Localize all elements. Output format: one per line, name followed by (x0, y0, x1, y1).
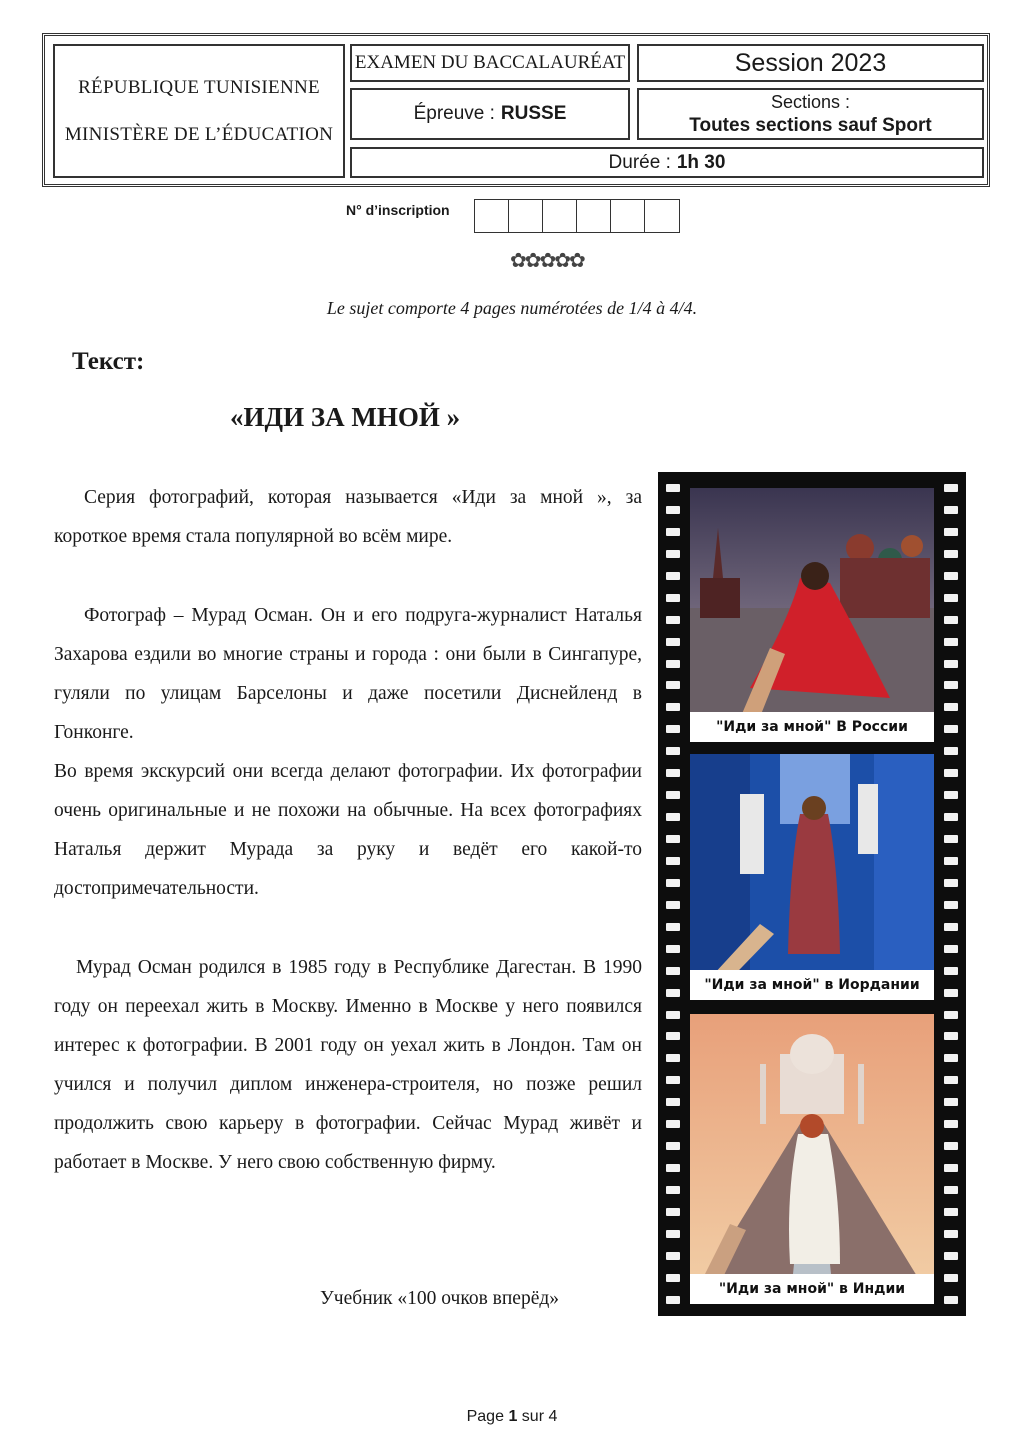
inscription-digit-box[interactable] (611, 200, 645, 232)
film-perforation-hole (666, 572, 680, 580)
film-perforation-hole (666, 506, 680, 514)
subject-pages-note: Le sujet comporte 4 pages numérotées de 1/4 à 4/4. (326, 298, 698, 318)
film-perforation-hole (666, 1054, 680, 1062)
film-perforation-hole (944, 1164, 958, 1172)
paragraph-2b-text: Во время экскурсий они всегда делают фотографии. Их фотографии очень оригинальные и не похожи на обычные. На всех фотографиях Наталья держит Мурада за руку и ведёт его какой-то достопримечательности. (54, 761, 642, 899)
page-number: 1 (508, 1408, 518, 1425)
paragraph-3 (54, 948, 642, 1182)
film-perforation-hole (944, 1142, 958, 1150)
page-prefix: Page (466, 1408, 504, 1425)
film-perforation-hole (666, 1011, 680, 1019)
epreuve-cell (350, 88, 630, 140)
photo-india (690, 1014, 934, 1304)
film-perforation-hole (944, 901, 958, 909)
film-perforation-hole (944, 1186, 958, 1194)
film-perforation-hole (944, 769, 958, 777)
duree-value: 1h 30 (676, 151, 726, 173)
sections-cell (637, 88, 984, 140)
exam-label: EXAMEN DU BACCALAURÉAT (350, 44, 630, 82)
exam-header-table (42, 33, 990, 187)
film-perforation-hole (666, 1230, 680, 1238)
film-perforation-hole (944, 1230, 958, 1238)
film-perforation-hole (944, 747, 958, 755)
film-perforation-hole (666, 1208, 680, 1216)
epreuve-value: RUSSE (500, 103, 567, 124)
inscription-digit-box[interactable] (475, 200, 509, 232)
film-perforation-hole (944, 703, 958, 711)
film-perforation-hole (666, 725, 680, 733)
photo-russia (690, 488, 934, 742)
film-perforation-hole (666, 550, 680, 558)
paragraph-2a-text: Фотограф – Мурад Осман. Он и его подруга-журналист Наталья Захарова ездили во многие страны и города : они были в Сингапуре, гуляли по улицам Барселоны и даже посетили Диснейленд в Гонконге. (54, 605, 642, 743)
film-perforation-hole (666, 879, 680, 887)
film-perforation-hole (666, 967, 680, 975)
film-strip-photos (658, 472, 966, 1316)
page-footer (0, 1408, 1024, 1426)
film-perforation-hole (666, 1296, 680, 1304)
film-perforation-hole (944, 791, 958, 799)
sections-label: Sections : (770, 92, 851, 112)
film-perforation-hole (666, 528, 680, 536)
film-perforation-hole (666, 703, 680, 711)
film-perforation-hole (944, 638, 958, 646)
film-perforation-hole (666, 484, 680, 492)
film-perforation-hole (944, 835, 958, 843)
film-perforation-hole (944, 945, 958, 953)
film-perforation-hole (666, 1186, 680, 1194)
film-perforation-hole (666, 1120, 680, 1128)
photo-jordan-image (690, 754, 934, 1000)
photo-india-image (690, 1014, 934, 1304)
film-perforation-hole (666, 857, 680, 865)
inscription-label: N° d’inscription (346, 202, 450, 218)
text-source: Учебник «100 очков вперёд» (320, 1288, 560, 1309)
paragraph-2 (54, 596, 642, 908)
film-perforation-hole (666, 923, 680, 931)
film-perforation-hole (666, 1252, 680, 1260)
film-perforation-hole (666, 616, 680, 624)
film-perforation-hole (944, 528, 958, 536)
inscription-digit-box[interactable] (509, 200, 543, 232)
photo-russia-image (690, 488, 934, 742)
film-perforation-hole (666, 747, 680, 755)
film-perforation-hole (944, 1098, 958, 1106)
text-heading: Текст: (72, 348, 145, 375)
film-perforation-hole (944, 1011, 958, 1019)
epreuve-label: Épreuve : (413, 103, 495, 124)
inscription-number-boxes[interactable] (474, 199, 680, 233)
film-perforation-hole (666, 1032, 680, 1040)
header-authority-cell (53, 44, 345, 178)
film-perforation-hole (944, 1054, 958, 1062)
ministry-label: MINISTÈRE DE L’ÉDUCATION (64, 123, 334, 145)
film-perforation-hole (666, 1076, 680, 1084)
film-perforation-hole (666, 660, 680, 668)
film-perforation-hole (944, 1120, 958, 1128)
inscription-digit-box[interactable] (577, 200, 611, 232)
film-perforations-right (944, 484, 958, 1304)
film-perforation-hole (944, 1296, 958, 1304)
text-title: «ИДИ ЗА МНОЙ » (230, 402, 461, 432)
film-perforation-hole (944, 572, 958, 580)
inscription-digit-box[interactable] (543, 200, 577, 232)
film-perforation-hole (944, 594, 958, 602)
sections-value: Toutes sections sauf Sport (689, 115, 932, 136)
film-perforation-hole (666, 1142, 680, 1150)
film-perforation-hole (944, 879, 958, 887)
caption-india: "Иди за мной" в Индии (690, 1274, 934, 1304)
film-perforation-hole (944, 1252, 958, 1260)
film-perforation-hole (666, 813, 680, 821)
duree-label: Durée : (608, 151, 671, 173)
paragraph-3-text: Мурад Осман родился в 1985 году в Республике Дагестан. В 1990 году он переехал жить в Москву. Именно в Москве у него появился интерес к фотографии. В 2001 году он уехал жить в Лондон. Там он учился и получил диплом инженера-строителя, но позже решил продолжить свою карьеру в фотографии. Сейчас Мурад живёт и работает в Москве. У него свою собственную фирму. (54, 957, 642, 1173)
photo-jordan (690, 754, 934, 1000)
film-perforation-hole (666, 638, 680, 646)
film-perforation-hole (666, 901, 680, 909)
film-perforation-hole (944, 1208, 958, 1216)
film-perforation-hole (666, 945, 680, 953)
film-perforation-hole (944, 1274, 958, 1282)
film-perforation-hole (944, 813, 958, 821)
film-perforation-hole (944, 484, 958, 492)
page-suffix: sur 4 (521, 1408, 558, 1425)
film-perforation-hole (666, 681, 680, 689)
film-perforation-hole (944, 660, 958, 668)
film-perforation-hole (666, 1164, 680, 1172)
session-label: Session 2023 (637, 44, 984, 82)
film-perforation-hole (666, 989, 680, 997)
film-perforation-hole (944, 616, 958, 624)
film-perforation-hole (666, 594, 680, 602)
film-perforation-hole (944, 725, 958, 733)
film-perforation-hole (944, 923, 958, 931)
paragraph-1-text: Серия фотографий, которая называется «Иди за мной », за короткое время стала популярной во всём мире. (54, 487, 642, 547)
film-perforation-hole (944, 1076, 958, 1084)
paragraph-1 (54, 478, 642, 556)
duree-cell (350, 147, 984, 178)
caption-russia: "Иди за мной" В России (690, 712, 934, 742)
film-perforation-hole (944, 550, 958, 558)
film-perforation-hole (944, 989, 958, 997)
film-perforation-hole (944, 681, 958, 689)
inscription-digit-box[interactable] (645, 200, 679, 232)
film-perforation-hole (944, 506, 958, 514)
caption-jordan: "Иди за мной" в Иордании (690, 970, 934, 1000)
film-perforation-hole (666, 769, 680, 777)
ornament-divider: ✿✿✿✿✿ (510, 250, 584, 272)
film-perforation-hole (666, 1274, 680, 1282)
film-perforation-hole (944, 1032, 958, 1040)
film-perforation-hole (666, 1098, 680, 1106)
film-perforation-hole (944, 967, 958, 975)
republic-label: RÉPUBLIQUE TUNISIENNE (78, 76, 320, 98)
film-perforation-hole (666, 835, 680, 843)
film-perforation-hole (666, 791, 680, 799)
film-perforation-hole (944, 857, 958, 865)
film-perforations-left (666, 484, 680, 1304)
